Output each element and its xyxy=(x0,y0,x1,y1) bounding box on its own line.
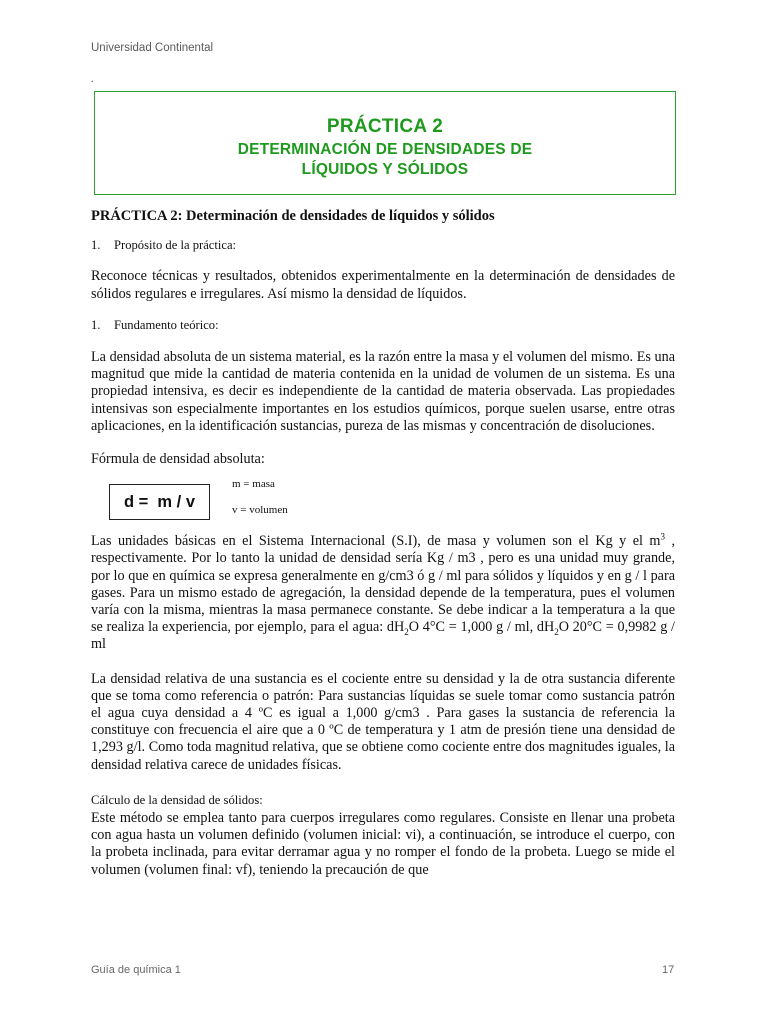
units-text-4: O 20°C = 0,9982 g / ml xyxy=(91,619,675,653)
units-text-3: O 4°C = 1,000 g / ml, dH xyxy=(408,619,555,636)
theory-heading-text: Fundamento teórico: xyxy=(114,317,219,332)
purpose-heading-text: Propósito de la práctica: xyxy=(114,238,237,253)
page-number: 17 xyxy=(662,964,675,976)
purpose-heading xyxy=(91,237,675,254)
units-paragraph xyxy=(91,533,675,653)
units-superscript: 3 xyxy=(660,531,665,542)
theory-heading xyxy=(91,317,675,334)
banner-title: PRÁCTICA 2 xyxy=(326,116,444,137)
solids-paragraph: Este método se emplea tanto para cuerpos irregulares como regulares. Consiste en llenar una probeta con agua hasta un volumen definido (volumen inicial: vi), a continuación, se introduce el cuerpo, con la probeta inclinada, para evitar derramar agua y no romper el fondo de la probeta. Luego se mide el volumen (volumen final: vf), teniendo la precaución de que xyxy=(91,810,675,878)
banner-subtitle-line2: LÍQUIDOS Y SÓLIDOS xyxy=(301,161,469,178)
banner-subtitle-line1: DETERMINACIÓN DE DENSIDADES DE xyxy=(237,141,533,158)
units-text-1: Las unidades básicas en el Sistema Internacional (S.I), de masa y volumen son el Kg y el m xyxy=(91,533,661,550)
units-subscript-2: 2 xyxy=(554,627,559,638)
page-footer: Guía de química 1 xyxy=(91,964,181,976)
mass-definition: m = masa xyxy=(232,478,275,491)
density-formula-box: d = m / v xyxy=(109,484,210,520)
page-header: Universidad Continental xyxy=(91,42,214,54)
solids-heading: Cálculo de la densidad de sólidos: xyxy=(91,792,263,807)
main-content xyxy=(91,205,675,879)
practice-banner xyxy=(94,91,676,195)
theory-number: 1. xyxy=(91,317,101,332)
header-dot: . xyxy=(91,74,94,85)
theory-paragraph: La densidad absoluta de un sistema material, es la razón entre la masa y el volumen del mismo. Es una magnitud que mide la cantidad de materia contenida en la unidad de volumen de un sistema. Es una propiedad intensiva, es decir es independiente de la cantidad de materia observada. Las propiedades intensivas son especialmente importantes en los estudios químicos, porque suelen usarse, entre otras aplicaciones, en la identificación sustancias, pureza de las mismas y concentración de disoluciones. xyxy=(91,349,675,434)
formula-label: Fórmula de densidad absoluta: xyxy=(91,451,265,468)
formula-block xyxy=(91,480,675,532)
section-title: PRÁCTICA 2: Determinación de densidades de líquidos y sólidos xyxy=(91,208,495,224)
relative-density-paragraph: La densidad relativa de una sustancia es el cociente entre su densidad y la de otra sustancia diferente que se toma como referencia o patrón: Para sustancias líquidas se suele tomar como sustancia patrón el agua cuya densidad a 4 ºC es igual a 1,000 g/cm3 . Para gases la sustancia de referencia la constituye con frecuencia el aire que a 0 ºC de temperatura y 1 atm de presión tiene una densidad de 1,293 g/l. Como toda magnitud relativa, que se obtiene como cociente entre dos magnitudes iguales, la densidad relativa carece de unidades físicas. xyxy=(91,670,675,773)
units-subscript-1: 2 xyxy=(404,627,409,638)
purpose-paragraph: Reconoce técnicas y resultados, obtenidos experimentalmente en la determinación de densidades de sólidos regulares e irregulares. Así mismo la densidad de líquidos. xyxy=(91,268,675,302)
volume-definition: v = volumen xyxy=(232,504,288,517)
purpose-number: 1. xyxy=(91,238,101,253)
units-text-2: , respectivamente. Por lo tanto la unidad de densidad sería Kg / m3 , pero es una unidad muy grande, por lo que en química se expresa generalmente en g/cm3 ó g / ml para sólidos y líquidos y en g / l para gases. Para un mismo estado de agregación, la densidad depende de la temperatura, pues el volumen varía con la misma, mientras la masa permanece constante. Se debe indicar a la temperatura a la que se realiza la experiencia, por ejemplo, para el agua: dH xyxy=(91,533,675,636)
